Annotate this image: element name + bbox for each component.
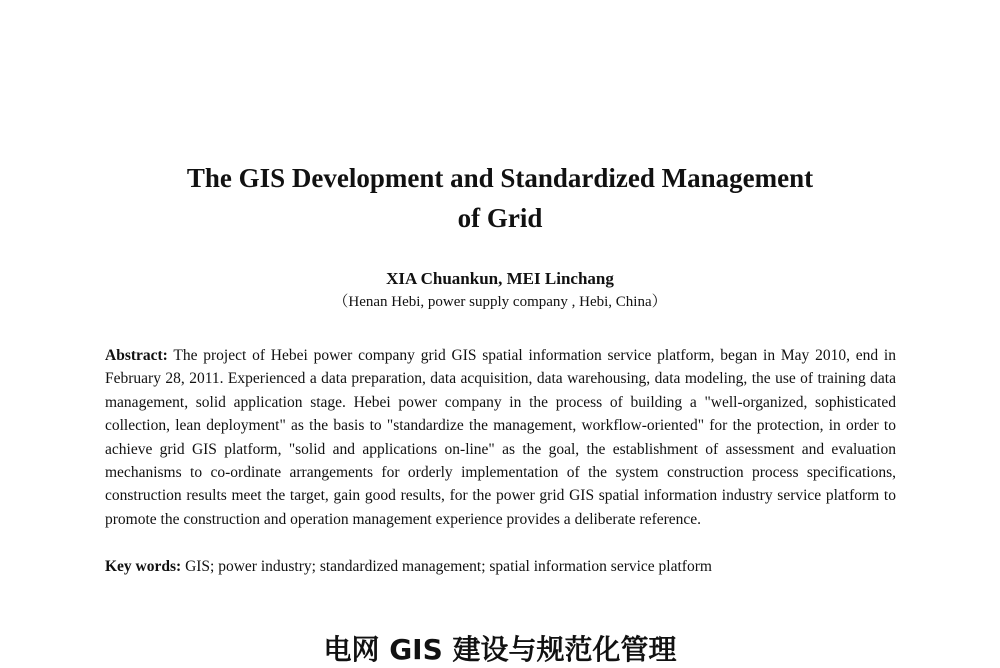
keywords-text: GIS; power industry; standardized management; spatial information service platform [181,558,712,575]
keywords-label: Key words: [105,558,182,575]
chinese-title: 电网 GIS 建设与规范化管理 [323,633,677,666]
title-line-2: of Grid [457,203,543,233]
affiliation: （Henan Hebi, power supply company , Hebi, China） [333,294,667,310]
abstract-text: The project of Hebei power company grid GIS spatial information service platform, began in May 2010, end in February 28, 2011. Experienced a data preparation, data acquisition, data warehousing, data modeling, the use of training data management, solid application stage. Hebei power company in the process of building a "well-organized, sophisticated collection, lean deployment" as the basis to "standardize the management, workflow-oriented" for the protection, in order to achieve grid GIS platform, "solid and applications on-line" as the goal, the establishment of assessment and evaluation mechanisms to co-ordinate arrangements for orderly implementation of the system construction process specifications, construction results meet the target, gain good results, for the power grid GIS spatial information industry service platform to promote the construction and operation management experience provides a deliberate reference. [105,347,896,528]
authors: XIA Chuankun, MEI Linchang [386,269,614,288]
abstract [105,344,896,531]
paper-title [0,158,1000,238]
title-line-1: The GIS Development and Standardized Management [186,163,814,193]
abstract-label: Abstract: [105,347,168,364]
keywords [105,556,896,578]
